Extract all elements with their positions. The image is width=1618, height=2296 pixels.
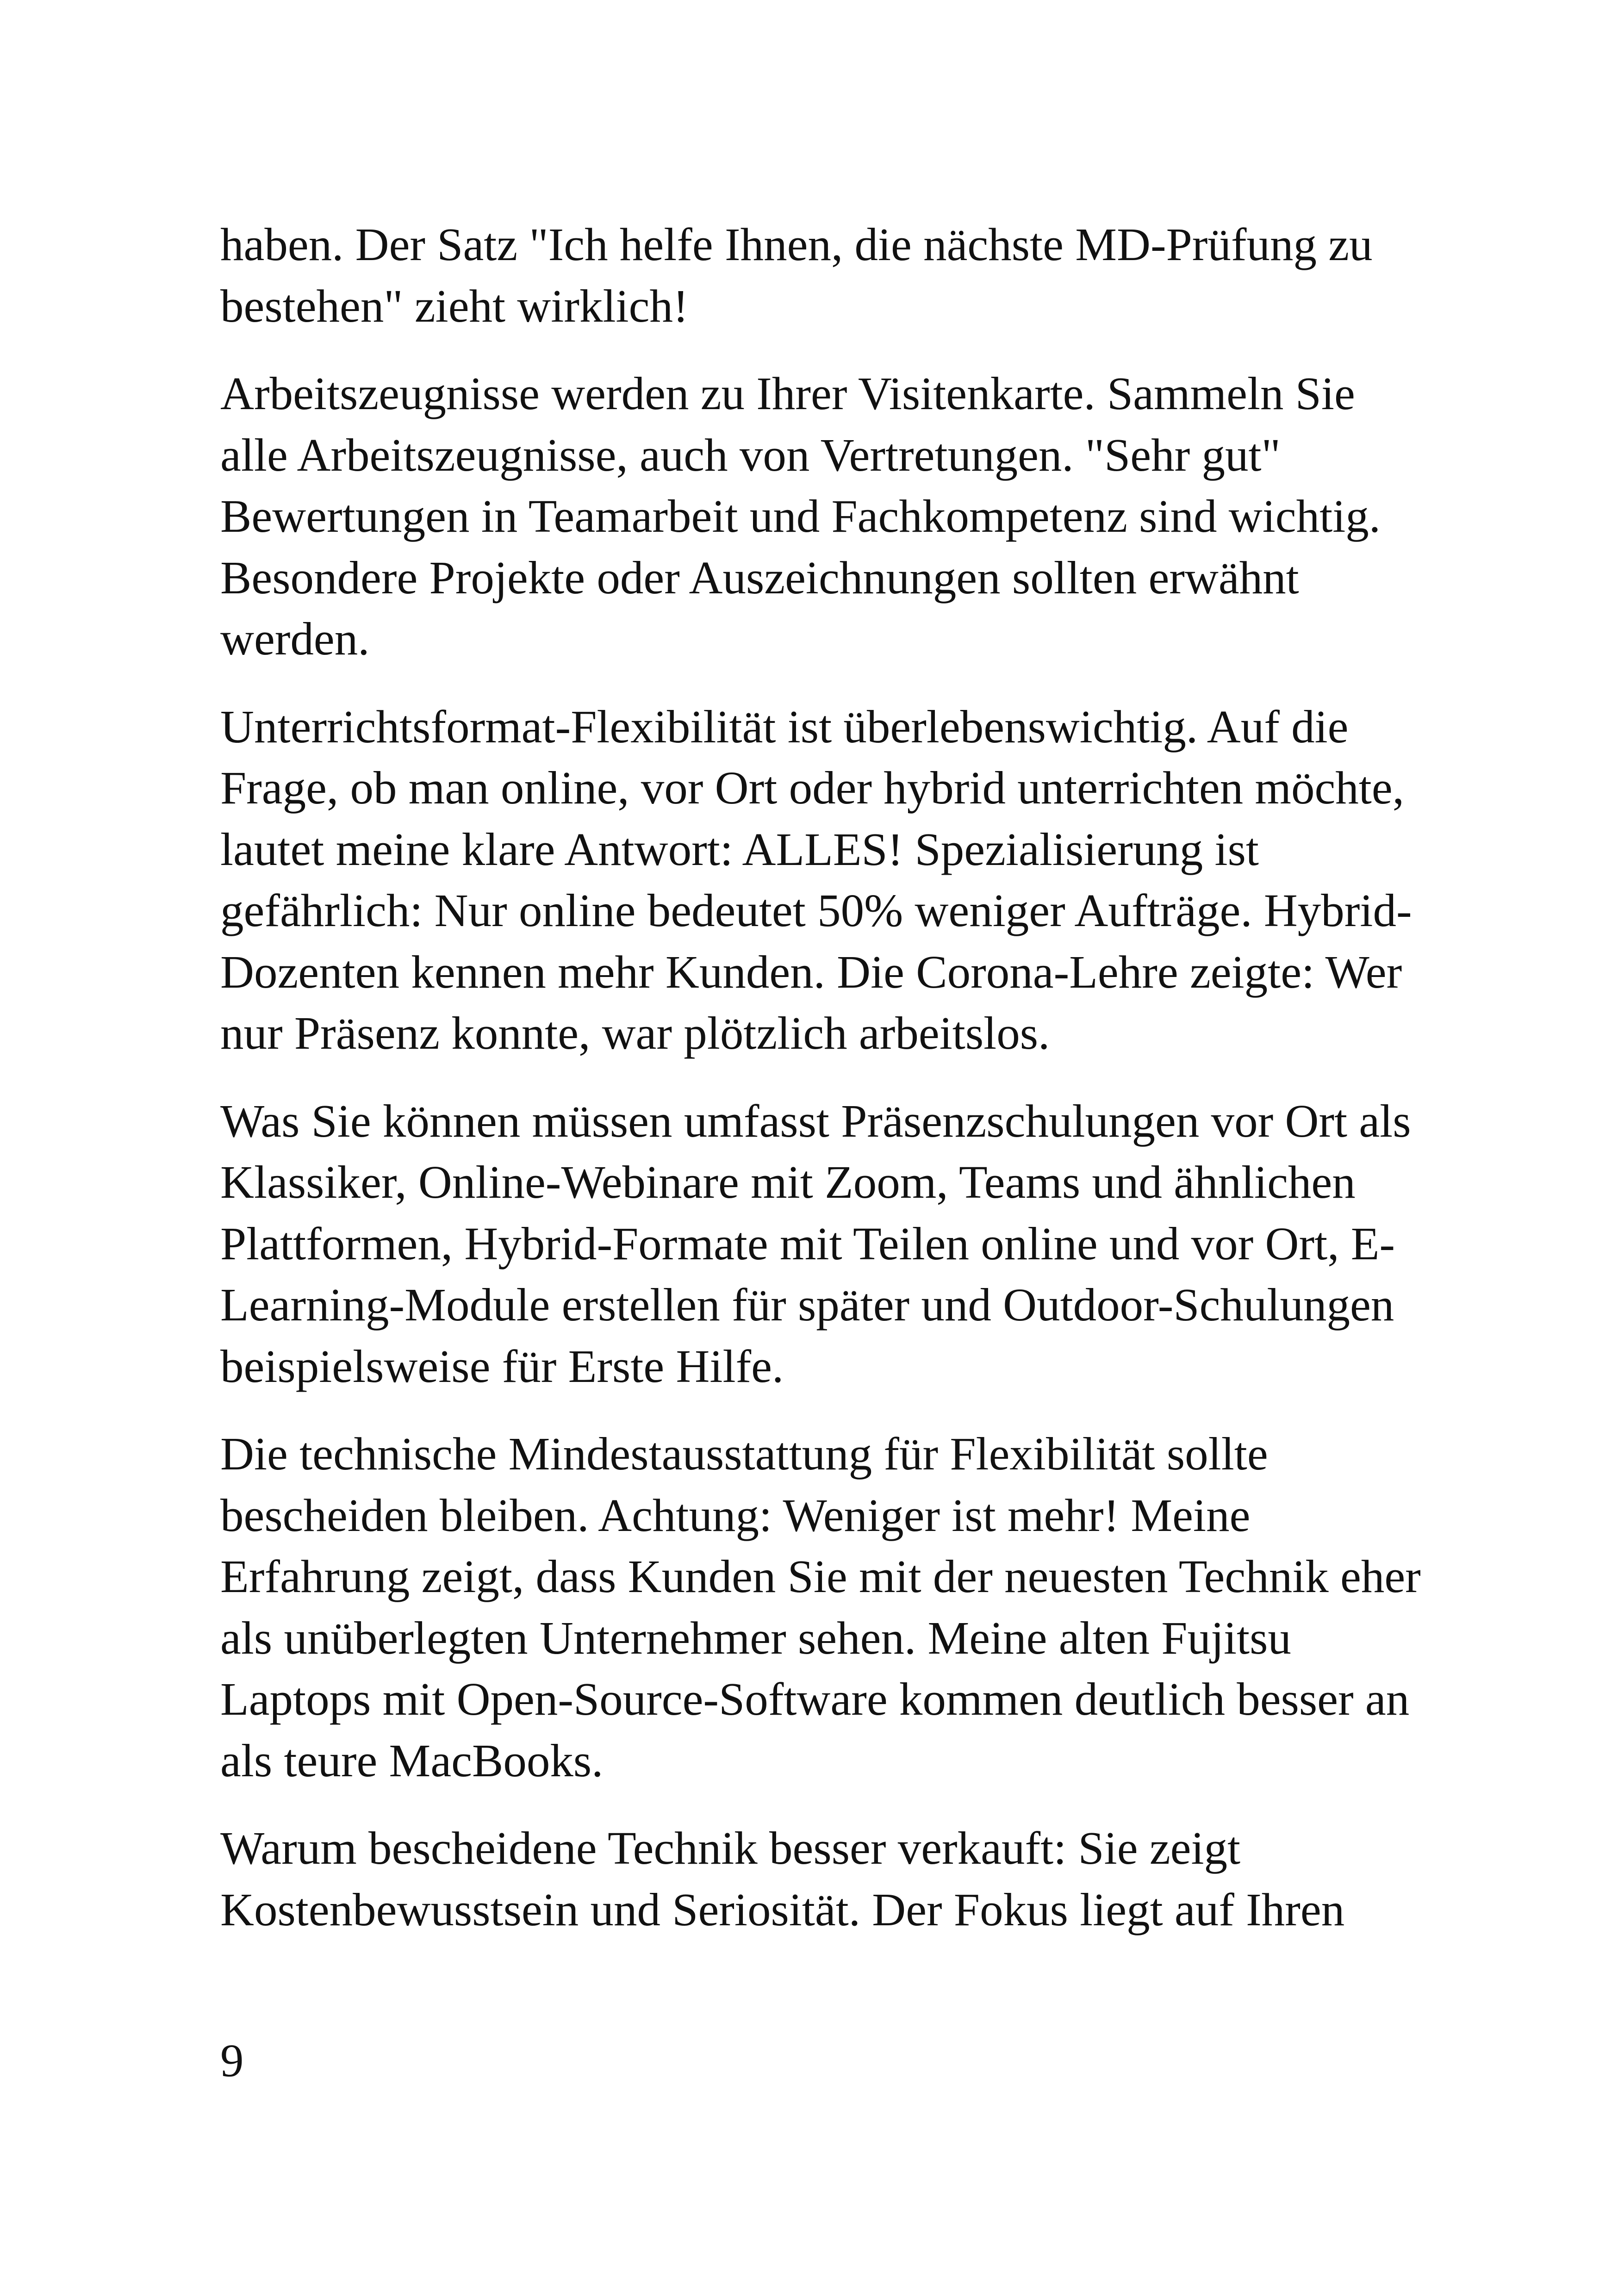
page-number: 9: [220, 2035, 244, 2086]
paragraph-3: Unterrichtsformat-Flexibilität ist überlebenswichtig. Auf die Frage, ob man online, vor Ort oder hybrid unterrichten möchte, lautet meine klare Antwort: ALLES! Spezialisierung ist gefährlich: Nur online bedeutet 50% weniger Aufträge. Hybrid-Dozenten kennen mehr Kunden. Die Corona-Lehre zeigte: Wer nur Präsenz konnte, war plötzlich arbeitslos.: [220, 700, 1412, 1059]
paragraph-1: haben. Der Satz "Ich helfe Ihnen, die nächste MD-Prüfung zu bestehen" zieht wirklich!: [220, 218, 1373, 332]
paragraph-4: Was Sie können müssen umfasst Präsenzschulungen vor Ort als Klassiker, Online-Webinare mit Zoom, Teams und ähnlichen Plattformen, Hybrid-Formate mit Teilen online und vor Ort, E-Learning-Module erstellen für später und Outdoor-Schulungen beispielsweise für Erste Hilfe.: [220, 1095, 1411, 1392]
body-text: [220, 214, 1424, 1966]
paragraph-2: Arbeitszeugnisse werden zu Ihrer Visitenkarte. Sammeln Sie alle Arbeitszeugnisse, auch von Vertretungen. "Sehr gut" Bewertungen in Teamarbeit und Fachkompetenz sind wichtig. Besondere Projekte oder Auszeichnungen sollten erwähnt werden.: [220, 367, 1381, 665]
paragraph-5: Die technische Mindestausstattung für Flexibilität sollte bescheiden bleiben. Achtung: Weniger ist mehr! Meine Erfahrung zeigt, dass Kunden Sie mit der neuesten Technik eher als unüberlegten Unternehmer sehen. Meine alten Fujitsu Laptops mit Open-Source-Software kommen deutlich besser an als teure MacBooks.: [220, 1428, 1421, 1786]
paragraph-6: Warum bescheidene Technik besser verkauft: Sie zeigt Kostenbewusstsein und Seriosität. Der Fokus liegt auf Ihren: [220, 1822, 1345, 1935]
